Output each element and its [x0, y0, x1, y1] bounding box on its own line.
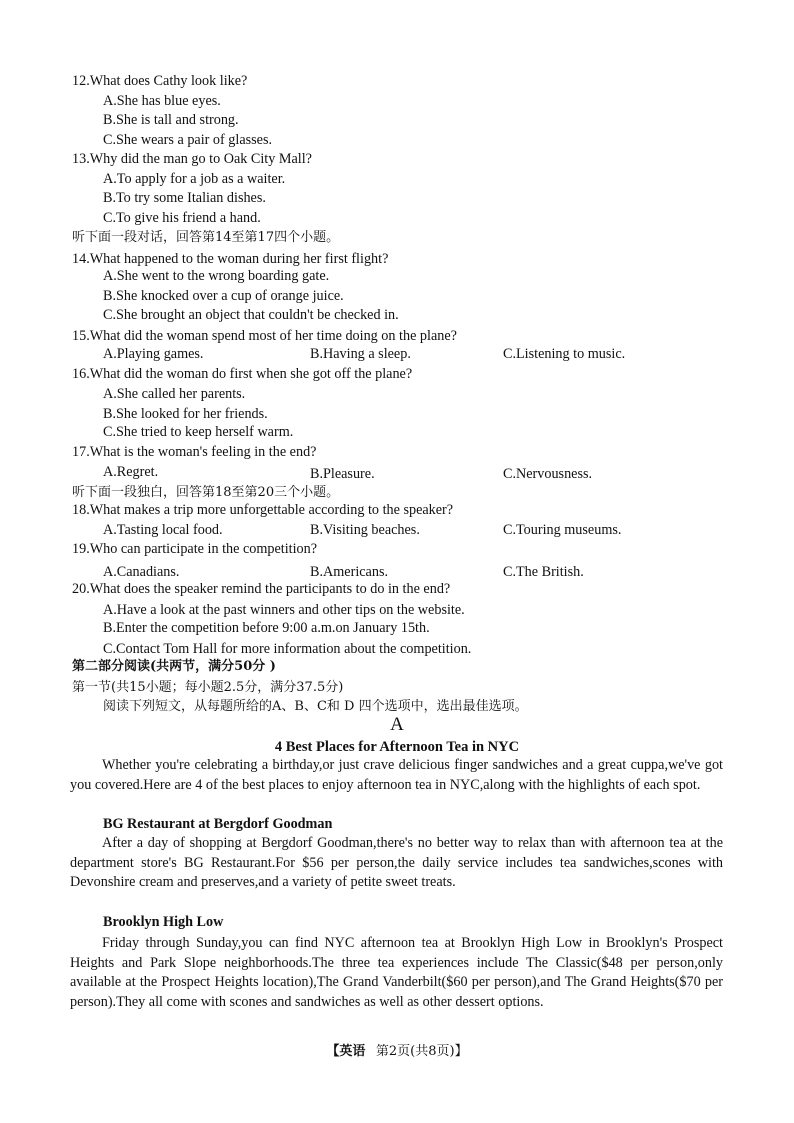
question-18-stem: 18.What makes a trip more unforgettable according to the speaker?	[72, 502, 454, 518]
question-18-option-a: A.Tasting local food.	[103, 522, 223, 538]
question-17-option-c: C.Nervousness.	[503, 466, 593, 482]
question-16-option-b: B.She looked for her friends.	[103, 406, 268, 422]
question-20-option-a: A.Have a look at the past winners and other tips on the website.	[103, 602, 465, 618]
question-13-stem: 13.Why did the man go to Oak City Mall?	[72, 151, 312, 167]
question-17-option-b: B.Pleasure.	[310, 466, 375, 482]
instruction-14-17: 听下面一段对话，回答第14至第17四个小题。	[72, 230, 340, 245]
question-13-option-b: B.To try some Italian dishes.	[103, 190, 266, 206]
question-15-stem: 15.What did the woman spend most of her time doing on the plane?	[72, 328, 457, 344]
question-14-option-b: B.She knocked over a cup of orange juice.	[103, 288, 344, 304]
page-footer	[0, 1043, 794, 1061]
question-15-option-a: A.Playing games.	[103, 346, 204, 362]
question-20-stem: 20.What does the speaker remind the participants to do in the end?	[72, 581, 451, 597]
question-16-option-c: C.She tried to keep herself warm.	[103, 424, 294, 440]
footer-subject: 【英语	[326, 1044, 366, 1059]
question-12-stem: 12.What does Cathy look like?	[72, 73, 248, 89]
footer-page-info: 第2页(共8页)】	[375, 1044, 468, 1059]
passage-letter: A	[390, 714, 404, 735]
question-14-stem: 14.What happened to the woman during her first flight?	[72, 251, 389, 267]
question-18-option-b: B.Visiting beaches.	[310, 522, 420, 538]
question-19-option-b: B.Americans.	[310, 564, 389, 580]
question-18-option-c: C.Touring museums.	[503, 522, 622, 538]
reading-instruction: 阅读下列短文，从每题所给的A、B、C和 D 四个选项中，选出最佳选项。	[103, 699, 528, 714]
question-13-option-c: C.To give his friend a hand.	[103, 210, 261, 226]
question-19-stem: 19.Who can participate in the competition?	[72, 541, 318, 557]
question-14-option-a: A.She went to the wrong boarding gate.	[103, 268, 330, 284]
question-12-option-c: C.She wears a pair of glasses.	[103, 132, 273, 148]
section-one-title: 第一节(共15小题；每小题2.5分，满分37.5分)	[72, 680, 344, 695]
passage-intro: Whether you're celebrating a birthday,or just crave delicious finger sandwiches and a great cuppa,we've got you covered.Here are 4 of the best places to enjoy afternoon tea in NYC,along with the highlights of each spot.	[70, 757, 723, 793]
question-17-option-a: A.Regret.	[103, 464, 159, 480]
instruction-18-20: 听下面一段独白，回答第18至第20三个小题。	[72, 485, 340, 500]
question-20-option-b: B.Enter the competition before 9:00 a.m.on January 15th.	[103, 620, 430, 636]
question-16-option-a: A.She called her parents.	[103, 386, 246, 402]
question-19-option-a: A.Canadians.	[103, 564, 180, 580]
place-1-description: After a day of shopping at Bergdorf Goodman,there's no better way to relax than with afternoon tea at the department store's BG Restaurant.For $56 per person,the daily service includes tea sandwiches,scones with Devonshire cream and preserves,and a variety of petite sweet treats.	[70, 835, 723, 890]
question-20-option-c: C.Contact Tom Hall for more information about the competition.	[103, 641, 472, 657]
question-16-stem: 16.What did the woman do first when she got off the plane?	[72, 366, 413, 382]
place-2-heading: Brooklyn High Low	[103, 914, 224, 930]
question-14-option-c: C.She brought an object that couldn't be checked in.	[103, 307, 399, 323]
place-1-heading: BG Restaurant at Bergdorf Goodman	[103, 816, 333, 832]
question-19-option-c: C.The British.	[503, 564, 584, 580]
question-12-option-a: A.She has blue eyes.	[103, 93, 221, 109]
question-15-option-c: C.Listening to music.	[503, 346, 626, 362]
question-13-option-a: A.To apply for a job as a waiter.	[103, 171, 286, 187]
question-15-option-b: B.Having a sleep.	[310, 346, 411, 362]
question-17-stem: 17.What is the woman's feeling in the end?	[72, 444, 317, 460]
question-12-option-b: B.She is tall and strong.	[103, 112, 239, 128]
place-2-description: Friday through Sunday,you can find NYC afternoon tea at Brooklyn High Low in Brooklyn's Prospect Heights and Park Slope neighborhoods.The three tea experiences include The Classic($48 per person,only available at the Prospect Heights location),The Grand Vanderbilt($60 per person),and The Grand Heights($70 per person).They all come with scones and sandwiches as well as other dessert options.	[70, 935, 723, 1010]
passage-title: 4 Best Places for Afternoon Tea in NYC	[274, 739, 520, 755]
part-two-title: 第二部分阅读(共两节，满分50分 )	[72, 659, 276, 674]
